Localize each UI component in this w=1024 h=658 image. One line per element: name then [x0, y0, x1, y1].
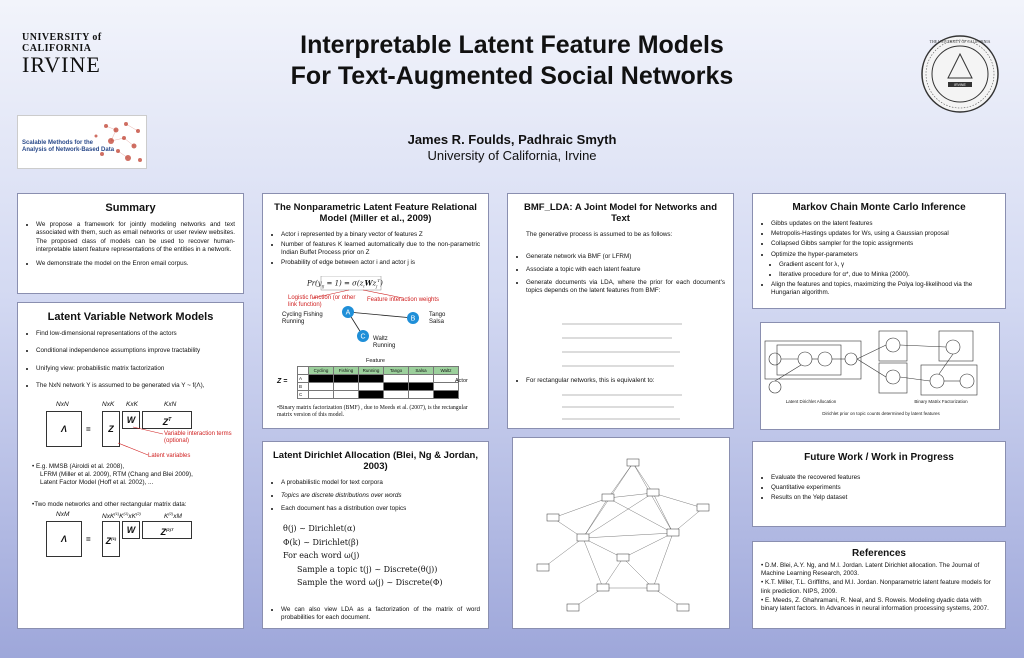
lda-generative	[283, 522, 443, 590]
summary-bullet: • We demonstrate the model on the Enron email corpus.	[36, 260, 235, 268]
note-interaction: Variable interaction terms (optional)	[164, 431, 232, 445]
eg-line: Latent Factor Model (Hoff et al. 2002), ...	[40, 479, 154, 487]
title-line1: Interpretable Latent Feature Models	[300, 31, 724, 59]
seal-text: THE UNIVERSITY OF CALIFORNIA	[929, 40, 991, 44]
network-figure	[512, 437, 730, 629]
npm-bullet: • Probability of edge between actor i and actor j is	[281, 259, 480, 267]
npm-title: The Nonparametric Latent Feature Relational Model (Miller et al., 2009)	[274, 202, 477, 225]
eg-line: LFRM (Miller et al. 2009), RTM (Chang and Blei 2009),	[40, 471, 193, 479]
w-matrix-2: W	[122, 521, 140, 539]
lda-bullet: • Each document has a distribution over topics	[281, 505, 480, 513]
note-arrows	[18, 401, 243, 463]
node-b: B	[410, 315, 416, 323]
label-feature-weights: Feature interaction weights	[367, 297, 440, 303]
col-header: Cycling	[309, 367, 334, 375]
diagram-right-caption: Binary Matrix Factorization	[914, 399, 968, 404]
future-bullet: • Quantitative experiments	[771, 484, 997, 492]
z-matrix: Z	[102, 411, 120, 447]
node-b-label: Tango Salsa	[429, 312, 446, 326]
lvnm-panel	[17, 302, 244, 629]
zt-matrix: $Z^T$	[142, 411, 192, 429]
lvnm-bullet: • The NxN network Y is assumed to be generated via Y ~ f(Λ),	[36, 382, 235, 390]
label-logistic: Logistic function (or other link function)	[288, 295, 356, 308]
gen-line: For each word ω(j)	[283, 551, 360, 561]
w-matrix: W	[122, 411, 140, 429]
row-header: B	[298, 383, 309, 391]
lvnm-bullet: • Find low-dimensional representations of the actors	[36, 330, 235, 338]
dim-label: NxM	[56, 511, 70, 518]
lvnm-bullet: • Unifying view: probabilistic matrix factorization	[36, 365, 235, 373]
lambda-matrix-2: Λ	[46, 521, 82, 557]
equals-sign: =	[86, 535, 91, 544]
node-a-label: Cycling Fishing Running	[282, 312, 323, 326]
col-header: Salsa	[409, 367, 434, 375]
gen-line: Sample a topic t(j) ~ Discrete(θ(j))	[297, 564, 438, 574]
uci-seal	[920, 34, 1000, 114]
reference-item: • D.M. Blei, A.Y. Ng, and M.I. Jordan. Latent Dirichlet allocation. The Journal of Machine Learning Research, 2003.	[761, 562, 980, 578]
gen-line: Sample the word ω(j) ~ Discrete(Φ)	[297, 578, 443, 588]
edge-prob-equation: $Pr(y_{ij} = 1) = \sigma(z_iWz_j^T)$	[307, 278, 383, 289]
summary-title: Summary	[105, 202, 156, 214]
eg-line: • E.g. MMSB (Airoldi et al. 2008),	[32, 463, 125, 470]
mcmc-title: Markov Chain Monte Carlo Inference	[792, 202, 966, 213]
diagram-bottom-caption: Dirichlet prior on topic counts determined by latent features	[822, 411, 940, 416]
reference-item: • K.T. Miller, T.L. Griffiths, and M.I. Jordan. Nonparametric latent feature models for link prediction. NIPS, 2009.	[761, 579, 991, 595]
title-line2: For Text-Augmented Social Networks	[290, 62, 734, 91]
feature-axis-label: Feature	[366, 358, 385, 364]
enron-network-graph	[513, 438, 730, 629]
lvnm-title: Latent Variable Network Models	[47, 311, 214, 323]
bmf-rect-note: • For rectangular networks, this is equivalent to:	[526, 377, 725, 385]
references-title: References	[852, 548, 906, 559]
mcmc-bullet: • Collapsed Gibbs sampler for the topic assignments	[771, 240, 997, 248]
bmf-bullet: • Generate documents via LDA, where the prior for each document's topics depends on the latent features from BMF:	[526, 279, 725, 295]
bmf-title: BMF_LDA: A Joint Model for Networks and Text	[524, 202, 717, 225]
dim-label: $K^{(2)}xM$	[164, 511, 182, 521]
col-header: Tango	[384, 367, 409, 375]
dim-label: NxN	[56, 401, 69, 408]
affiliation: University of California, Irvine	[427, 148, 597, 164]
bmf-equations-2	[558, 389, 688, 425]
diagram-left-caption: Latent Dirichlet Allocation	[785, 399, 837, 404]
gen-line: θ(j) ~ Dirichlet(α)	[283, 524, 356, 533]
lda-panel	[262, 441, 489, 629]
row-header: C	[298, 391, 309, 399]
col-header: Running	[359, 367, 384, 375]
future-panel	[752, 441, 1006, 527]
plate-diagram	[761, 323, 1000, 430]
z2t-matrix: $Z^{(2)T}$	[142, 521, 192, 539]
future-title: Future Work / Work in Progress	[804, 452, 954, 463]
project-banner	[17, 115, 147, 169]
mcmc-bullet: • Metropolis-Hastings updates for Ws, using a Gaussian proposal	[771, 230, 997, 238]
two-mode-text: •Two mode networks and other rectangular matrix data:	[32, 501, 187, 508]
future-bullet: • Results on the Yelp dataset	[771, 494, 997, 502]
equals-sign: =	[86, 425, 91, 434]
node-a: A	[345, 309, 351, 317]
mcmc-sub-bullet: • Iterative procedure for α*, due to Minka (2000).	[779, 271, 997, 279]
references-panel	[752, 541, 1006, 629]
dim-label: KxN	[164, 401, 177, 408]
z-matrix-table	[297, 366, 459, 399]
npm-footnote: •Binary matrix factorization (BMF) , due to Meeds et al. (2007), is the rectangular matrix version of this model.	[277, 405, 468, 419]
summary-bullet: • We propose a framework for jointly modeling networks and text associated with them, such as email networks or user review websites. The proposed class of models can be used to recover human-interpretable latent feature representations of the entities in a network.	[36, 221, 235, 254]
bmf-equations-1	[558, 316, 688, 376]
dim-label: NxK	[102, 401, 115, 408]
npm-bullet: • Actor i represented by a binary vector of features Z	[281, 231, 480, 239]
lda-bullet: • A probabilistic model for text corpora	[281, 479, 480, 487]
banner-line2: Analysis of Network-Based Data	[22, 147, 115, 154]
matrix-diagram-2	[18, 511, 243, 561]
seal-center: IRVINE	[954, 83, 966, 87]
graphical-model-diagram	[760, 322, 1000, 430]
mcmc-sub-bullet: • Gradient ascent for λ, γ	[779, 261, 997, 269]
dim-label: KxK	[126, 401, 138, 408]
authors-block	[300, 132, 724, 165]
dim-label: $NxK^{(1)}K^{(1)}xK^{(2)}$	[102, 511, 141, 521]
uci-logo	[22, 32, 112, 92]
node-c: C	[360, 333, 366, 341]
node-c-label: Waltz Running	[373, 336, 396, 350]
uci-logo-line2: CALIFORNIA	[22, 43, 92, 54]
row-header: A	[298, 375, 309, 383]
banner-line1: Scalable Methods for the	[22, 140, 94, 146]
npm-panel	[262, 193, 489, 429]
uci-logo-line3: IRVINE	[22, 52, 101, 77]
future-bullet: • Evaluate the recovered features	[771, 474, 997, 482]
bmf-intro: The generative process is assumed to be as follows:	[526, 230, 673, 238]
lda-footer: • We can also view LDA as a factorization of the matrix of word probabilities for each document.	[281, 606, 480, 622]
note-latent: Latent variables	[148, 453, 191, 459]
authors: James R. Foulds, Padhraic Smyth	[407, 132, 617, 147]
mcmc-bullet: • Align the features and topics, maximizing the Polya log-likelihood via the Hungarian algorithm.	[771, 281, 997, 297]
lda-title: Latent Dirichlet Allocation (Blei, Ng & Jordan, 2003)	[273, 450, 478, 473]
bmf-bullet: • Generate network via BMF (or LFRM)	[526, 253, 725, 261]
col-header: Waltz	[434, 367, 459, 375]
col-header: Fishing	[334, 367, 359, 375]
eg-block	[32, 463, 193, 488]
summary-panel	[17, 193, 244, 294]
gen-line: Φ(k) ~ Dirichlet(β)	[283, 537, 359, 547]
lvnm-bullet: • Conditional independence assumptions improve tractability	[36, 347, 235, 355]
zt-label: Z	[162, 417, 169, 427]
npm-bullet: • Number of features K learned automatically due to the non-parametric Indian Buffet Process prior on Z	[281, 241, 480, 257]
reference-item: • E. Meeds, Z. Ghahramani, R. Neal, and S. Roweis. Modeling dyadic data with binary latent factors. In Advances in neural information processing systems, 2007.	[761, 596, 989, 612]
z-label: Z =	[277, 378, 288, 385]
bmf-panel	[507, 193, 734, 429]
lambda-matrix: Λ	[46, 411, 82, 447]
z1-matrix: $Z^{(1)}$	[102, 521, 120, 557]
uci-logo-line1: UNIVERSITY of	[22, 32, 102, 43]
bmf-bullet: • Associate a topic with each latent feature	[526, 266, 725, 274]
matrix-diagram-1	[18, 401, 243, 463]
poster-title	[200, 30, 824, 93]
lda-bullet: • Topics are discrete distributions over words	[281, 492, 480, 500]
mcmc-panel	[752, 193, 1006, 309]
actor-axis-label: Actor	[455, 378, 468, 384]
mcmc-bullet: • Optimize the hyper-parameters	[771, 251, 997, 259]
mcmc-bullet: • Gibbs updates on the latent features	[771, 220, 997, 228]
